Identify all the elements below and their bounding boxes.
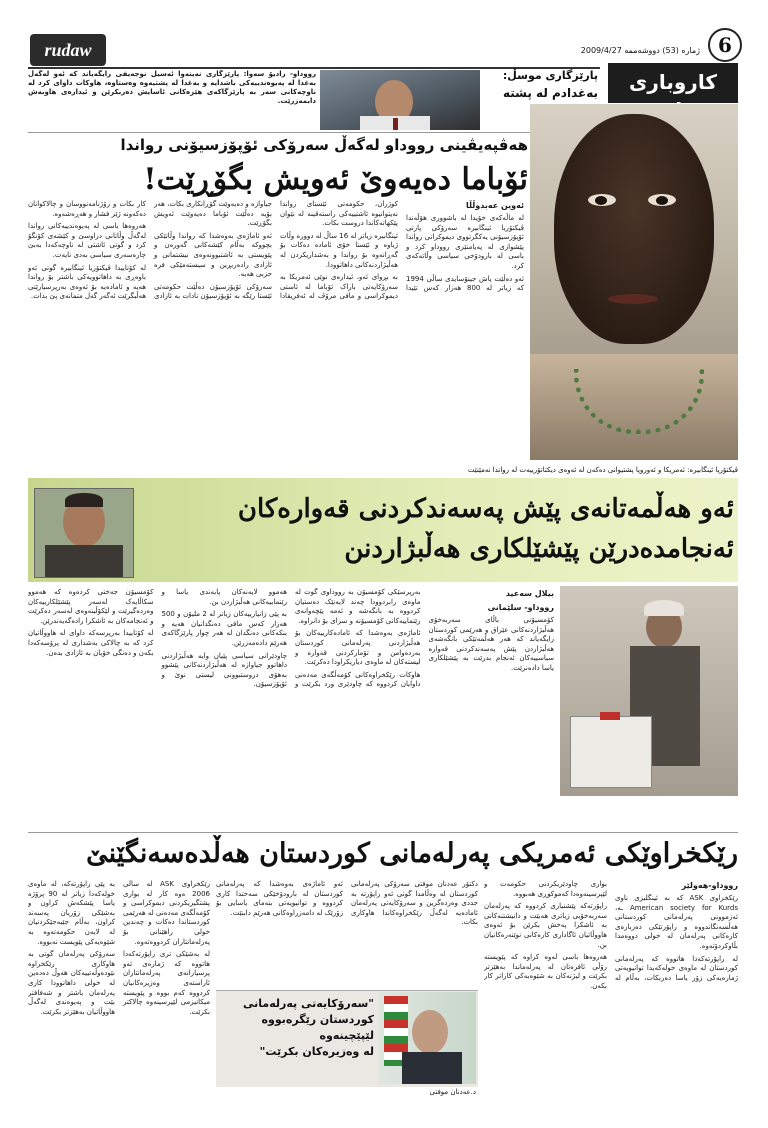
article1-paragraph: سەرۆکی ئۆپۆزسیۆن دەڵێت حکومەتی ئێستا رێگە بە ئۆپۆزسیۆن نادات بە ئازادی کار بکات و رۆژنامەنووسان و چالاکوانان دەکەونە ژێر فشار و هەڕەشەوە. (28, 200, 272, 301)
article3-headline: رێکخراوێکی ئەمریکی پەرلەمانی کوردستان هەڵدەسەنگێنێ (86, 838, 738, 869)
rudaw-logo: rudaw (30, 34, 106, 66)
section-title: کارو‌باری (629, 70, 717, 94)
article3-quote-line: "سەرۆکایەتی پەرلەمانی (243, 997, 374, 1010)
article3-rule (28, 832, 738, 833)
article2-headline-line2: ئەنجامدەدرێن پێشێلکاری هەڵبژاردنن (344, 534, 734, 564)
article3-quote-attribution: د.عەدنان موفتی (429, 1088, 476, 1096)
article3-quote-line: لە وەزیرەکان بکرێت" (259, 1045, 374, 1058)
article2-paragraph: کۆمسیۆنی باڵای سەربەخۆی هەڵبژاردنەکانی عێراق و هەرێمی کوردستان رایگەیاند کە هەر هەڵمەتێکی بانگەشەی هەڵبژاردن پێش پەسەندکردنی قەوارە سیاسییەکان ئەنجام بدرێت بە پێشێلکاری یاسا دادەنرێت. (428, 616, 554, 672)
article1-photo-caption: ڤیکتۆریا ئینگابیرە: ئەمریکا و ئەوروپا پشتیوانی دەکەن لە ئەوەی دیکتاتۆرییەت لە رواندا نەمێنێت (467, 466, 738, 474)
teaser-photo (320, 70, 480, 130)
article1-paragraph: ئینگابیرە زیاتر لە 16 ساڵ لە دوورە وڵات ژیاوە و ئێستا خۆی ئامادە دەکات بۆ گەڕانەوە بۆ رواندا و بەشداریکردن لە هەڵبژاردنەکانی داهاتوودا. (280, 231, 398, 269)
article1-paragraph: لە ماڵەکەی خۆیدا لە باشووری هۆڵەندا ڤیکتۆریا ئینگابیرە سەرۆکی پارتی ئۆپۆزسیۆنی یەکگرتووی دیموکراتی رواندا پێشوازی لە پەیامنێری رووداو کرد و باسی لە بارودۆخی سیاسی وڵاتەکەی کرد. (406, 214, 524, 270)
article2-paragraph: هاوکات رێکخراوەکانی کۆمەڵگەی مەدەنی داوایان کردووە کە چاودێری ورد بکرێت و هەموو لایەنەکان پابەندی یاسا و رێنماییەکانی هەڵبژاردن بن. (161, 588, 421, 689)
article1-headline: ئۆباما دەیەوێ ئەویش بگۆڕێت! (143, 162, 528, 197)
article3-paragraph: رێکخراوی ASK لە ساڵی 2006 ەوە کار لە بواری پشتگیریکردنی دیموکراسی و کۆمەڵگەی مەدەنی لە هەرێمی کوردستاندا دەکات و چەندین خولی راهێنانی بۆ پەرلەمانتاران کردووەتەوە. (123, 880, 210, 946)
page-number-badge: 6 (708, 28, 742, 62)
issue-info: ژمارە (53) دووشەممە 2009/4/27 (580, 46, 700, 55)
article2-body (28, 588, 554, 828)
article3-quote-line: کوردستان رێگرەبووە لێپێچینەوە (261, 1013, 374, 1042)
article2-paragraph: بە پێی زانیارییەکان زیاتر لە 2 ملیۆن و 500 هەزار کەس مافی دەنگدانیان هەیە و بنکەکانی دەنگدان لە هەر چوار پارێزگاکەی هەرێم دادەمەزرێن. (161, 610, 287, 647)
article1-paragraph: بە بڕوای ئەو، ئیدارەی نوێی ئەمریکا بە سەرۆکایەتی باراک ئۆباما لە ئاستی دیموکراسی و مافی مرۆڤ لە ئەفریقادا جیاوازە و دەیەوێت گۆڕانکاری بکات، هەر بۆیە دەڵێت ئۆباما دەیەوێت ئەویش بگۆڕێت. (154, 200, 398, 301)
teaser-headline: بەغدادم لە پشتە (502, 86, 598, 100)
article2-paragraph: بەرپرسێکی کۆمسیۆن بە رووداوی گوت لە ماوەی رابردوودا چەند لایەنێک دەستیان کردووە بە بانگەشە و ئەمە پێچەوانەی رێنماییەکانی کۆمسیۆنە و سزای بۆ دانراوە. (295, 588, 421, 625)
article1-paragraph: هەروەها باسی لە پەیوەندییەکانی رواندا لەگەڵ وڵاتانی دراوسێ و کێشەی کۆنگۆ کرد و گوتی ئاشتی لە ناوچەکەدا بەبێ چارەسەری سیاسی بەدی نایەت. (28, 222, 146, 259)
article1-body (28, 200, 524, 462)
article3-body-left (28, 880, 210, 1116)
article2-author-role: رووداو- سلێمانی (487, 603, 554, 612)
article3-author: رووداو-هەولێر (681, 881, 738, 890)
article3-body-middle-top (216, 880, 478, 986)
article1-paragraph: ئەو ئاماژەی بەوەشدا کە رواندا وڵاتێکی بچووکە بەڵام کێشەکانی گەورەن و پێویستی بە ئاشتبوونەوەی نیشتمانی و ئازادی رادەربڕین و سیستەمێکی فرە حزبی هەیە. (154, 231, 272, 279)
article2-headline-line1: ئەو هەڵمەتانەی پێش پەسەندکردنی قەوارەکان (237, 494, 734, 524)
article3-body-right (484, 880, 738, 1116)
article1-subtitle: هەڤپەیڤینی رووداو لەگەڵ سەرۆکی ئۆپۆزسیۆنی رواندا (120, 136, 528, 154)
teaser-kicker: پارێزگاری موسڵ: (502, 69, 598, 82)
article3-quote (220, 996, 374, 1060)
article3-paragraph: سەرۆکی پەرلەمان گوتی بە هاوکاری رێکخراوە نێودەوڵەتییەکان هەوڵ دەدەین لە خولی داهاتوودا کاری پەرلەمان باشتر و شەفافتر بێت و پەیوەندی لەگەڵ هاووڵاتیان بەهێزتر بکرێت. (28, 950, 115, 1016)
article3-paragraph: رێکخراوی ASK کە بە ئینگلیزی ناوی American society for Kurds ـە، ئەزموونی پەرلەمانی کوردستانی هەڵسەنگاندووە و راپۆرتێکی دەربارەی کارەکانی پەرلەمان لە خولی دووەمدا بڵاوکردۆتەوە. (615, 894, 738, 950)
article2-paragraph: کۆمسیۆن جەختی کردەوە کە هەموو سکاڵایەک لەسەر پێشێلکارییەکان وەردەگیرێت و لێکۆڵینەوەی لەسەر دەکرێت و ئەنجامەکان بە ئاشکرا رادەگەیەندرێن. (28, 588, 154, 625)
article1-paragraph: لە کۆتاییدا ڤیکتۆریا ئینگابیرە گوتی ئەو باوەڕی بە داهاتوویەکی باشتر بۆ رواندا هەیە و ئامادەیە بۆ ئەوەی بەرپرسیارێتی هەڵبگرێت ئەگەر گەل متمانەی پێ بدات. (28, 263, 146, 301)
article3-paragraph: راپۆرتەکە پێشنیاری کردووە کە پەرلەمان سەربەخۆیی زیاتری هەبێت و دانیشتنەکانی بە ئاشکرا پەخش بکرێن بۆ ئەوەی هاووڵاتیان ئاگاداری کارەکانی نوێنەرەکانیان بن. (484, 902, 607, 949)
article2-paragraph: ئاماژەی بەوەشدا کە ئامادەکارییەکان بۆ هەڵبژاردنی پەرلەمانی کوردستان بەردەوامن و تۆمارکردنی قەوارە و لیستەکان لە ماوەی دیاریکراودا دەکرێت. (295, 629, 421, 667)
article3-paragraph: لە بەشێکی تری راپۆرتەکەدا هاتووە کە ژمارەی ئەو پرسیارانەی پەرلەمانتاران ئاراستەی وەزیرەکانیان کردووە کەم بووە و پێویستە میکانیزمی لێپرسینەوە چالاکتر بکرێت. (123, 950, 210, 1016)
article1-paragraph: ئەو دەڵێت پاش جینۆسایدی ساڵی 1994 کە زیاتر لە 800 هەزار کەس تێیدا کوژران، حکومەتی ئێستای رواندا نەیتوانیوە ئاشتییەکی راستەقینە لە نێوان پێکهاتەکاندا دروست بکات. (280, 200, 524, 293)
teaser-lead: رووداو- رادیۆ سەوا: پارێزگاری نەینەوا ئەسیل نوجەیفی رایگەیاند کە ئەو لەگەڵ بەغدا لە پەیوەندییەکی باشدایە و بەغدا لە پشتیەوە وەستاوە، هاوکات داوای کرد لە ناوچەکانی سەر بە پارێزگاکەی هێزەکانی ئاسایش دەربکرێن و ئیدارەی هاوبەش دابمەزرێت. (28, 70, 316, 105)
article2-photo-man (34, 488, 134, 578)
article3-paragraph: بە پێی راپۆرتەکە، لە ماوەی خولەکەدا زیاتر لە 90 پرۆژە یاسا پێشکەش کراون و بەشێکی زۆریان پەسەند کراون، بەڵام جێبەجێکردنیان لە لایەن حکومەتەوە بە شێوەیەکی پێویست نەبووە. (28, 880, 116, 946)
article3-paragraph: دکتۆر عەدنان موفتی سەرۆکی پەرلەمانی کوردستان لە وەڵامدا گوتی ئەو راپۆرتە بە جددی وەردەگرین و سەرۆکایەتی پەرلەمان ئامادەیە لەگەڵ رێکخراوەکاندا هاوکاری بکات. (351, 880, 478, 927)
article1-author: ئەوین عەبدوڵڵا (465, 201, 524, 210)
article2-author: بیلال سەعید (505, 589, 554, 598)
article3-paragraph: لە راپۆرتەکەدا هاتووە کە پەرلەمانی کوردستان لە ماوەی خولەکەیدا توانیویەتی ژمارەیەکی زۆر یاسا دەربکات، بەڵام لە بواری چاودێریکردنی حکومەت و لێپرسینەوەدا کەموکوڕی هەبووە. (484, 880, 738, 982)
article3-photo-speaker (378, 992, 476, 1084)
article2-paragraph: چاودێرانی سیاسی پێیان وایە هەڵبژاردنی داهاتوو جیاوازە لە هەڵبژاردنەکانی پێشوو بەهۆی دروستبوونی لیستی نوێ و ئۆپۆزسیۆن. (161, 651, 287, 689)
article3-paragraph: هەروەها باسی لەوە کراوە کە پێویستە رۆڵی ئافرەتان لە پەرلەماندا بەهێزتر بکرێت و لیژنەکان بە شێوەیەکی کاراتر کار بکەن. (484, 953, 607, 990)
article2-photo-voter (560, 586, 738, 796)
article2-paragraph: لە کۆتاییدا بەرپرسەکە داوای لە هاووڵاتیان کرد کە بە چالاکی بەشداری لە پرۆسەکەدا بکەن و دەنگی خۆیان بە ئازادی بدەن. (28, 629, 154, 657)
article1-portrait-photo (530, 104, 738, 460)
article3-paragraph: ئەو ئاماژەی بەوەشدا کە پەرلەمانی کوردستان لە بارودۆخێکی سەختدا کاری کردووە و توانیویەتی بنەمای یاسایی بۆ زۆرێک لە دامەزراوەکانی هەرێم دابنێت. (216, 880, 343, 917)
